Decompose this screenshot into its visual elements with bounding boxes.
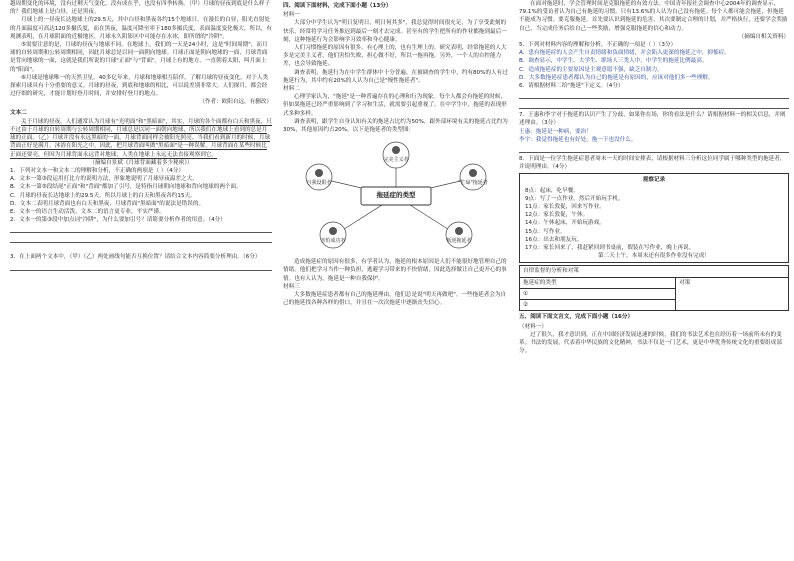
option-b: B．文本一第⑤段结尾"正面"和"背面"都加了引号，是特指月球朝向地球和背向地球的两个面。	[10, 184, 242, 191]
paragraph: 大多数拖延症患者都有自己的拖延理由，他们总是说"明天再做吧"。一些拖延者会为自己的拖延找各种各样的借口，并且在一次次拖延中逐渐丧失信心。	[283, 292, 507, 307]
underlined-text: 关于月球的昼夜，人们通常认为月球有"光明面"和"黑暗面"，其实，月球的各个面都有白天和黑夜，只不过由于月球的自转周期与公转周期相同，月球总是以同一面朝向地球，所以我们在地球上看到的总是月球的正面。（乙）月球并没有永远黑暗的一面，月球背面同样会被阳光照亮。当我们看到新月的时候，月球背面正好是满月，沐浴在阳光之中。因此，把月球背面叫做"黑暗面"是一种误解。月球背面在某些时候比正面还要亮，但因为月球背面永远背对地球，人类在地球上永远无法直接观察到它。	[10, 118, 272, 158]
question-6: 6．请根据材料二给"拖延"下定义。（4分）	[519, 83, 624, 90]
source-line: （作者：欧阳自远，有删改）	[199, 99, 272, 106]
option-e: E．文本一的语言生动活泼，文本二的语言更专业，平实严谨。	[10, 209, 165, 216]
question-1: 1．下列对文本一和文本二的理解和分析，不正确的两项是（ ）（4分）	[10, 168, 184, 175]
obs-item: 17点：家长回来了，我赶紧回到书桌前，假装在写作业，晚上再说。	[525, 245, 695, 252]
paragraph: 造成拖延症的原因有很多，有学者认为，拖延的根本原因是人们不能很好地管理自己的情绪。他们把学习当作一种负担，逃避学习带来的不快情绪，因此选择做让自己更开心的事情。也有人认为，拖延是一种自我保护。	[283, 259, 507, 282]
source-line: （摘编自景斌《月球背面藏着多少秘密》）	[89, 159, 193, 166]
analysis-table	[519, 265, 789, 311]
type-busy: "忙碌"拖延者	[458, 180, 488, 187]
paragraph: 在面对拖延时，学会管理时间是克服拖延的有效方法。中国青年报社会调查中心2004年的调查显示，79.1%的受访者认为自己有拖延的习惯，只有13.6%的人认为自己没有拖延。每个人都可能会拖延，但拖延不能成为习惯。要克服拖延，首先要认识到拖延的危害，其次要制定合理的计划，并严格执行，还要学会奖励自己，当完成任务后给自己一些奖励，增强克服拖延的信心和动力。	[519, 1, 788, 32]
text2-label: 文本二	[10, 109, 27, 116]
paragraph: 月球上的一昼夜长达地球上的29.5天，其中白昼和黑夜各约15个地球日。在漫长的白昼，阳光直射处的月面温度可高达120多摄氏度，而在黑夜，温度可降至零下180多摄氏度，表面温度变化极大。所以，有观测表明，在月球阴面的近极地区，月球永久阴影区中可能存在水冰，即所谓的"冷阱"。	[10, 17, 272, 40]
answer-line[interactable]	[519, 101, 789, 109]
obs-item: 9点：写了一点作业，然后开始玩手机。	[525, 195, 624, 202]
paragraph: 调查表明，跟学生自身认知有关的拖延占比约为50%，跟外部环境有关的拖延占比约为30%，其他原因约占20%。以下是拖延者的类型图：	[283, 118, 508, 134]
type-perfectionist: 完美主义者	[383, 157, 409, 164]
observation-title: 观察记录	[642, 177, 666, 184]
answer-line[interactable]	[10, 263, 272, 271]
middle-column	[283, 0, 509, 561]
option-b: B．调查显示，中学生、大学生、职场人三类人中，中学生的拖延比例最高。	[519, 58, 708, 65]
obs-item: 16点：出去和朋友玩。	[525, 236, 583, 243]
paragraph: 人们习惯拖延的原因有很多，有心理上的，也有生理上的。研究表明，经常拖延的人大多是完美主义者，他们害怕失败，担心做不好，所以一拖再拖。另外，一个人的自控能力差，也会导致拖延。	[283, 45, 507, 68]
source-line: （摘编自相关资料）	[738, 33, 789, 40]
material-2-label: 材料二	[283, 86, 300, 93]
option-a: A．文本一第③段运用打比方的说明方法，形象地说明了月球昼夜温差之大。	[10, 176, 198, 183]
section-5-heading: 五、阅读下面文言文，完成下面小题（16分）	[519, 314, 634, 321]
option-d: D．大多数拖延症患者都认为自己的拖延是有原因的，应该对他们多一些理解。	[519, 74, 714, 81]
table-row-1[interactable]: ①	[520, 288, 676, 299]
question-3: 3．在上面两个文本中，（甲）（乙）两处画线句能否互换位置？请结合文本内容简要分析理由。（6分）	[10, 254, 261, 261]
obs-item: 15点：写作业。	[525, 228, 566, 235]
right-column	[519, 0, 789, 561]
paragraph: ⑥月球是地球唯一的天然卫星。40多亿年来，月球和地球相互陪伴。了解月球的昼夜变化，对于人类探索月球具有十分重要的意义。月球的昼夜，到底和地球的相比，可以说差别非常大。人们探月，都会经过仔细的研究，才能计划好登月时间，并安排好登月的地点。	[10, 74, 269, 98]
table-row-2[interactable]: ②	[520, 300, 676, 311]
material-1-label: 材料一	[283, 12, 300, 19]
question-2: 2．文本一的第③段中加点词"冷阱"，为什么要加引号？请简要分析作者的用意。（4分）	[10, 217, 226, 224]
diagram-title: 拖延症的类型	[376, 191, 416, 200]
answer-line[interactable]	[519, 91, 789, 99]
type-fear-success: 害怕成功者	[320, 238, 346, 245]
type-self-limiting: 自我设限者	[306, 180, 332, 187]
paragraph: 越周期变化的环境，没有过剩天气变化，没有成在乎，也没有四季转换。（甲）月球的昼夜到底是什么样子的？我们地球上是白昼，还是黑夜。	[10, 1, 271, 16]
question-7: 7．王惠和李宇对于拖延的认识产生了分歧，如果你在场，你的看法是什么？请根据材料一的相关信息，并阐述理由。（3分）	[519, 112, 786, 127]
paragraph	[10, 118, 272, 159]
paragraph: 心理学家认为，"拖延"是一种普遍存在的心理和行为现象。每个人都会有拖延的时候，但如果拖延已经严重影响到了学习和生活，就需要引起重视了。在中学生中，拖延的表现形式多种多样。	[283, 94, 507, 117]
left-column	[10, 0, 272, 561]
type-rebel: 叛逆拖延者	[446, 238, 472, 245]
dialogue-line: 李宇：我觉得拖延也有好处，拖一下也没什么。	[519, 136, 637, 143]
answer-line[interactable]	[10, 225, 272, 233]
paragraph: 调查表明，拖延行为在中学生群体中十分普遍。在被调查的学生中，约有80%的人有过拖延行为，其中约有20%的人认为自己是"慢性拖延者"。	[283, 69, 508, 84]
obs-item: 14点：午休起床，开始玩游戏。	[525, 220, 605, 227]
option-a: A．患有拖延症的人会产生自责情绪和负面情绪，并会陷入更深的拖延之中，抑郁症。	[519, 50, 730, 57]
paragraph: 大部分中学生认为"明日复明日，明日何其多"，我总觉得时间很充足，为了享受此刻的快乐，经常将学习任务推迟到最后一刻才去完成。甚至有的学生把所有的作业都拖到最后一刻，这种拖延行为会影响学习效率和身心健康。	[283, 20, 507, 43]
material-label: （材料一）	[519, 323, 547, 330]
procrastination-types-diagram	[283, 137, 509, 255]
option-d: D．文本二表明月球背面也有白天和黑夜，月球背面"黑暗面"的说法是错误的。	[10, 200, 205, 207]
observation-box	[519, 173, 789, 263]
table-col-strategy[interactable]: 对策	[676, 277, 789, 311]
answer-line[interactable]	[519, 145, 789, 153]
paragraph: 过了很久，我才意识到，正在中国经济发展迅速的时候，我们的书法艺术也在经历着一场前所未有的变革。书法的发展，代表着中华民族的文化精神，书法不仅是一门艺术，更是中华优秀传统文化的重要组成部分。	[519, 331, 782, 355]
option-c: C．造成拖延症的主要原因是主观意愿不强，缺乏自制力。	[519, 66, 663, 73]
paragraph: ⑤需要注意的是，月球的昼夜与地球不同。在地球上，我们的一天是24小时，这是"时间周期"，而月球的自转周期和公转周期相同，因此月球总是以同一面朝向地球。月球正面是朝向地球的一面，月球背面是背向地球的一面，这就是我们所说的月球"正面"与"背面"。月球上有的地方，一直朝着太阳，叫月面上的"阳面"。	[10, 42, 268, 73]
question-5: 5．下列对材料内容的理解和分析，不正确的一项是（ ）（3分）	[519, 42, 677, 49]
question-8: 8．下面是一位学生拖延症患者周末一天的时间安排表，请根据材料三分析这位同学属于哪种类型的拖延者，并说明理由。（4分）	[519, 156, 786, 171]
material-3-label: 材料三	[283, 283, 300, 290]
section-4-heading: 四、阅读下面材料，完成下面小题（13分）	[283, 3, 392, 9]
table-header: 自律监督的分析和对策	[520, 266, 789, 277]
obs-end: 第二天上午，本周末还有很多作业没有完成！	[598, 253, 710, 260]
option-c: C．月球的昼夜长达地球上的29.5天，所以月球上的白天和黑夜各约15天。	[10, 192, 196, 199]
obs-item: 12点：家长敦促，午休。	[525, 212, 589, 219]
dialogue-line: 王惠：拖延是一种病，要治！	[519, 128, 592, 135]
table-col-type: 拖延症的类型	[520, 277, 676, 288]
obs-item: 8点：起床，吃早餐。	[525, 187, 579, 194]
obs-item: 11点：家长敦促，回来写作业。	[525, 204, 605, 211]
answer-line[interactable]	[10, 235, 272, 243]
